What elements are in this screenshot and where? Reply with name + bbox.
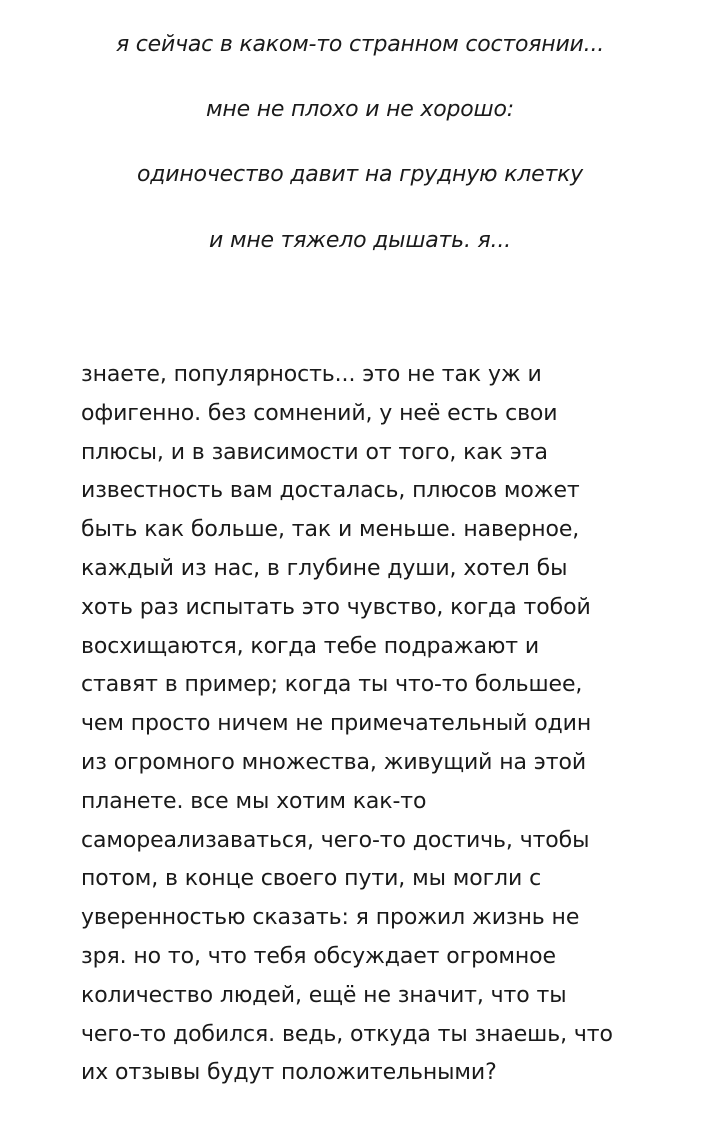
- body-line: зря. но то, что тебя обсуждает огромное: [81, 943, 556, 969]
- body-line: хоть раз испытать это чувство, когда тобой: [81, 594, 591, 620]
- epigraph-line: я сейчас в каком-то странном состоянии...: [115, 32, 605, 57]
- epigraph-line: и мне тяжело дышать. я...: [209, 228, 511, 253]
- epigraph-line: мне не плохо и не хорошо:: [206, 97, 514, 122]
- body-line: потом, в конце своего пути, мы могли с: [81, 866, 542, 892]
- body-line: знаете, популярность... это не так уж и: [81, 362, 542, 387]
- body-line: чего-то добился. ведь, откуда ты знаешь, что: [81, 1021, 613, 1047]
- body-line: каждый из нас, в глубине души, хотел бы: [81, 555, 568, 581]
- body-line: плюсы, и в зависимости от того, как эта: [81, 439, 548, 465]
- epigraph-line: одиночество давит на грудную клетку: [137, 162, 583, 187]
- body-line: чем просто ничем не примечательный один: [81, 711, 592, 737]
- body-line: офигенно. без сомнений, у неё есть свои: [81, 400, 558, 426]
- body-line: самореализаваться, чего-то достичь, чтобы: [81, 827, 590, 853]
- body-line: уверенностью сказать: я прожил жизнь не: [81, 905, 580, 931]
- body-line: известность вам досталась, плюсов может: [81, 478, 580, 504]
- body-paragraph: [81, 356, 661, 1093]
- body-line: из огромного множества, живущий на этой: [81, 749, 587, 775]
- body-line: количество людей, ещё не значит, что ты: [81, 982, 567, 1008]
- body-line: восхищаются, когда тебе подражают и: [81, 633, 540, 659]
- body-line: планете. все мы хотим как-то: [81, 788, 427, 814]
- body-line: быть как больше, так и меньше. наверное,: [81, 517, 580, 543]
- body-line: ставят в пример; когда ты что-то большее,: [81, 672, 583, 698]
- body-line: их отзывы будут положительными?: [81, 1060, 497, 1086]
